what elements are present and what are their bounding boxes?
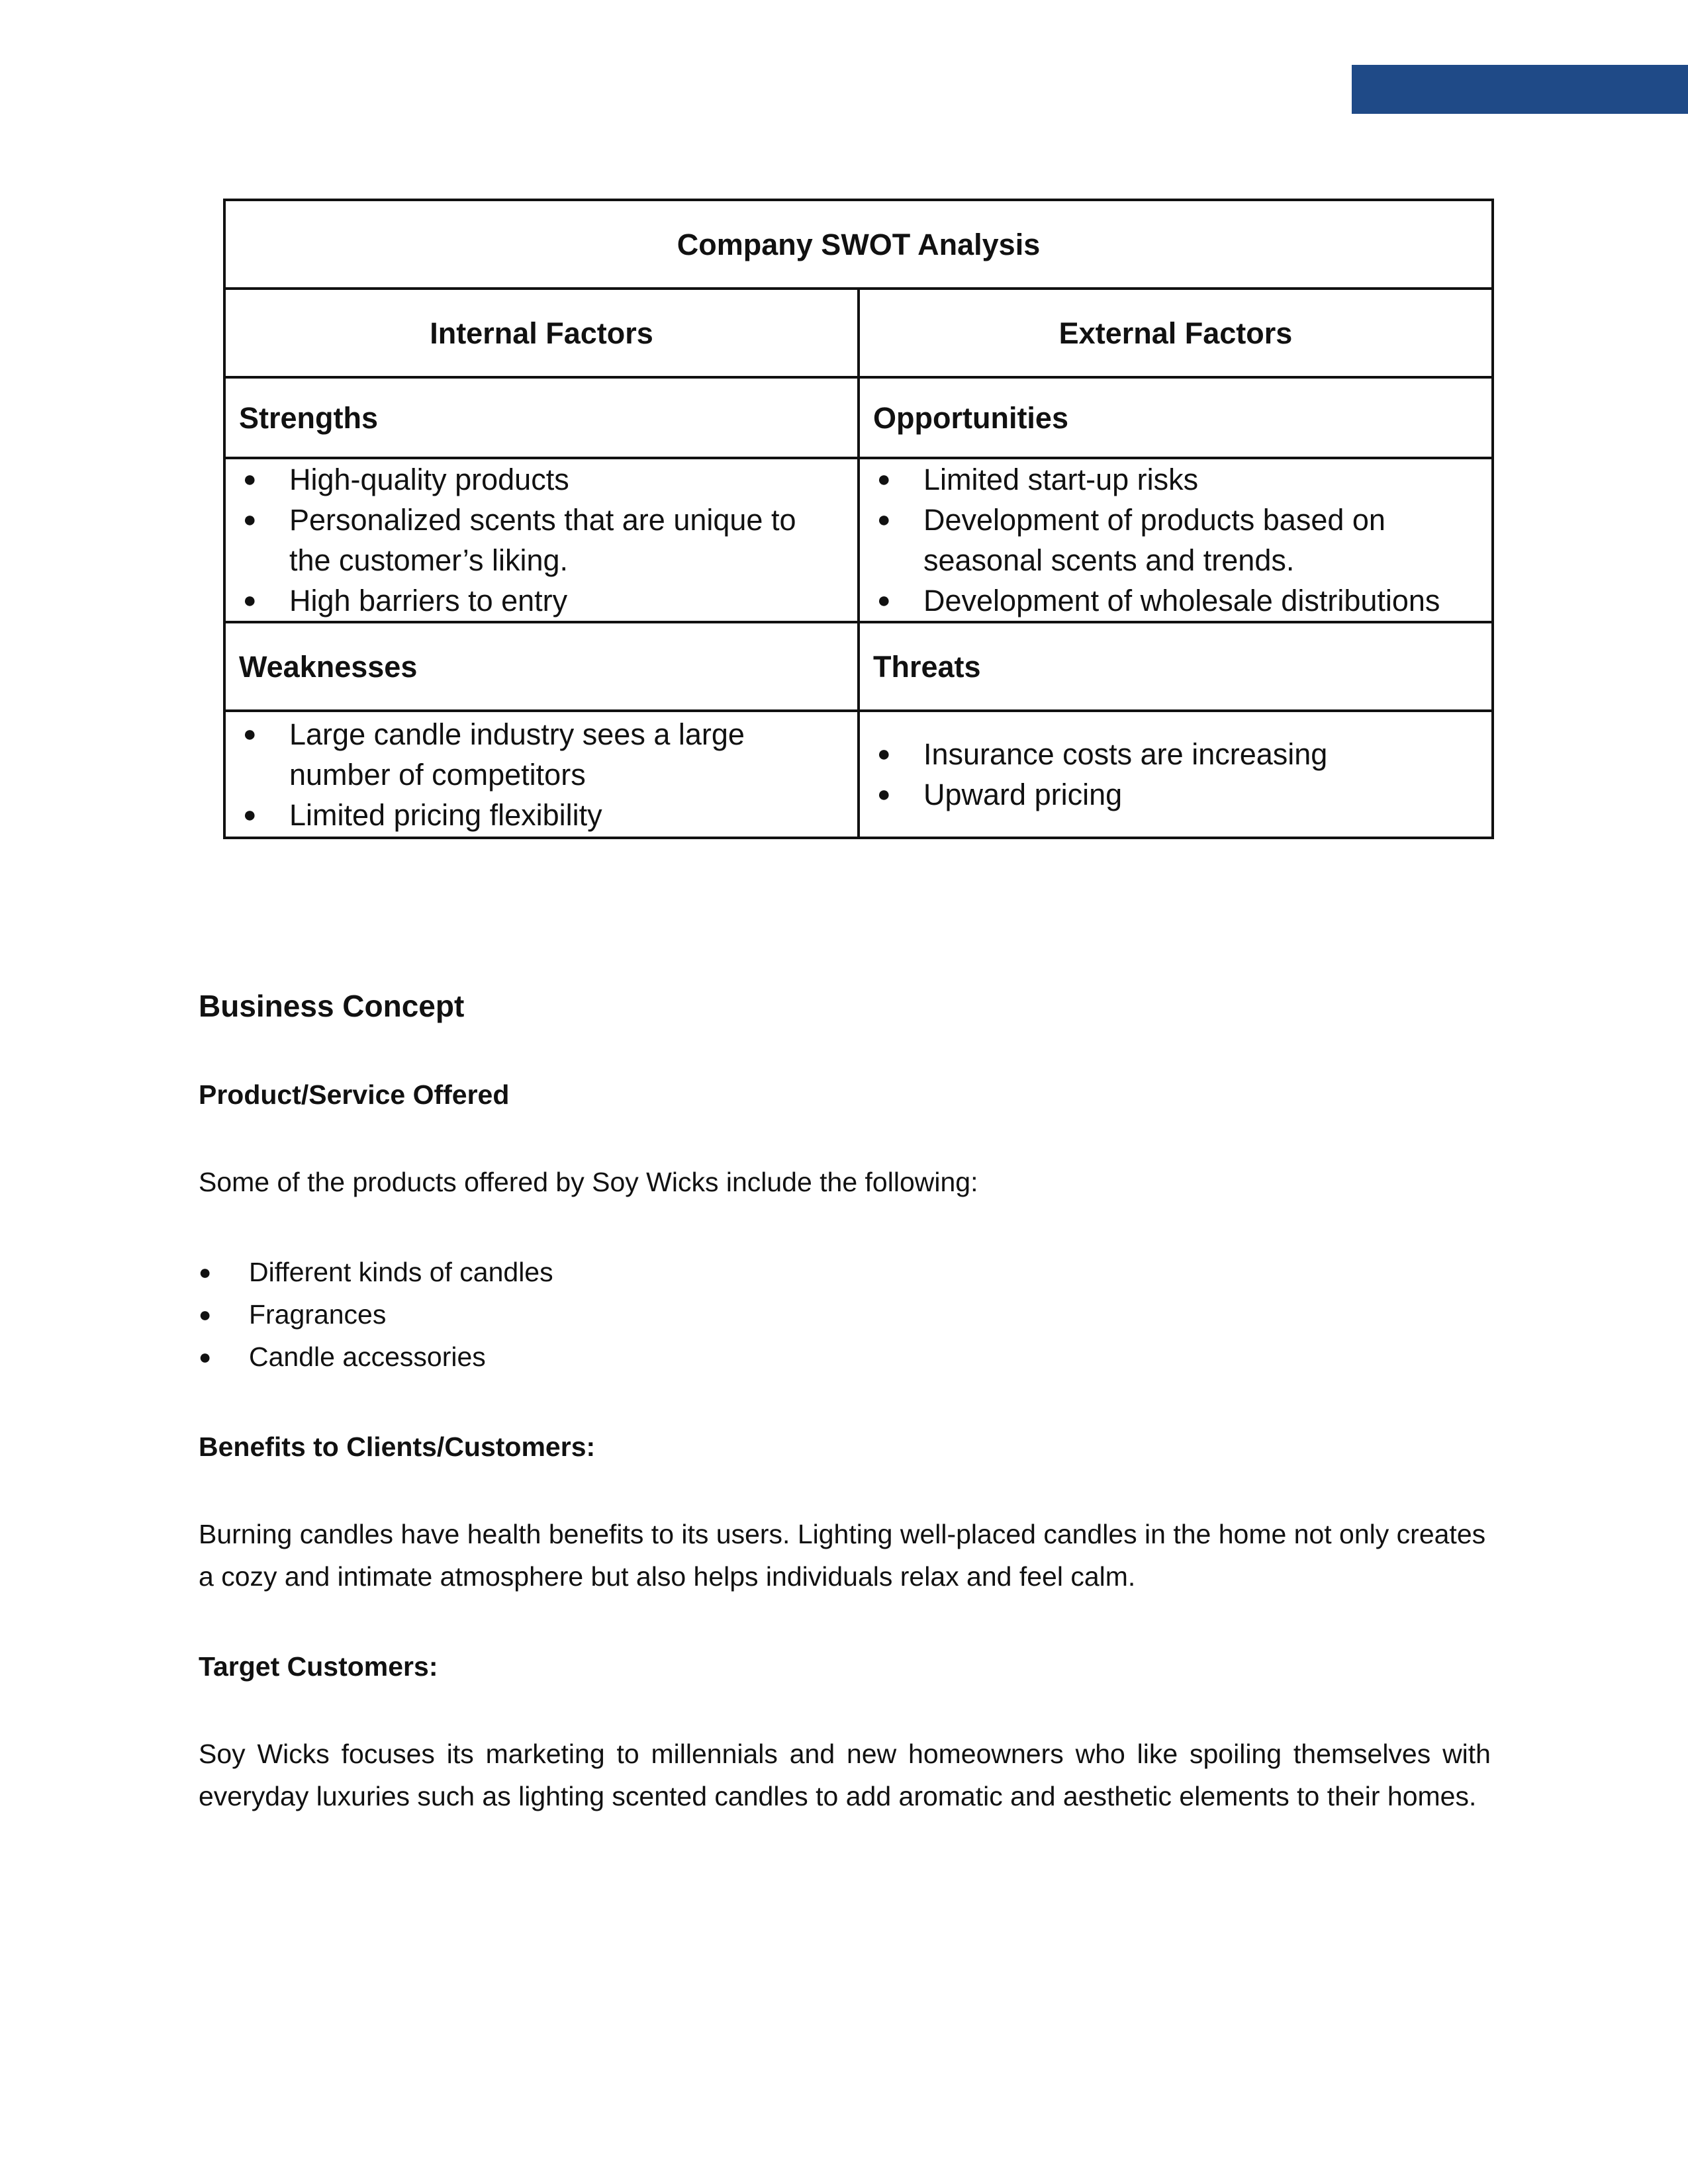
swot-table xyxy=(223,199,1494,839)
opportunities-cell xyxy=(859,458,1493,622)
strengths-label: Strengths xyxy=(224,377,859,458)
list-item: ● Fragrances xyxy=(199,1293,1491,1336)
product-intro: Some of the products offered by Soy Wicks include the following: xyxy=(199,1167,978,1197)
header-accent-bar xyxy=(1352,65,1688,114)
list-item: ● Upward pricing xyxy=(873,774,1478,815)
opportunities-list xyxy=(873,459,1478,621)
list-item: ● High-quality products xyxy=(239,459,844,500)
list-item: ● Large candle industry sees a large number of competitors xyxy=(239,714,844,795)
list-item: ● Limited start-up risks xyxy=(873,459,1478,500)
list-item: ● Limited pricing flexibility xyxy=(239,795,844,835)
external-factors-header: External Factors xyxy=(859,289,1493,377)
list-item: ● High barriers to entry xyxy=(239,580,844,621)
threats-list xyxy=(873,734,1478,815)
product-heading: Product/Service Offered xyxy=(199,1079,510,1110)
target-text: Soy Wicks focuses its marketing to millennials and new homeowners who like spoiling themselves with everyday luxuries such as lighting scented candles to add aromatic and aesthetic elements to their homes. xyxy=(199,1739,1491,1811)
list-item: ● Different kinds of candles xyxy=(199,1251,1491,1293)
list-item: ● Development of wholesale distributions xyxy=(873,580,1478,621)
products-list xyxy=(199,1251,1491,1378)
swot-title: Company SWOT Analysis xyxy=(224,200,1493,289)
weaknesses-cell xyxy=(224,711,859,838)
list-item: ● Candle accessories xyxy=(199,1336,1491,1378)
strengths-cell xyxy=(224,458,859,622)
list-item: ● Insurance costs are increasing xyxy=(873,734,1478,774)
benefits-heading: Benefits to Clients/Customers: xyxy=(199,1432,596,1462)
weaknesses-label: Weaknesses xyxy=(224,622,859,711)
weaknesses-list xyxy=(239,714,844,835)
benefits-text: Burning candles have health benefits to its users. Lighting well-placed candles in the home not only creates a cozy and intimate atmosphere but also helps individuals relax and feel calm. xyxy=(199,1519,1486,1592)
threats-cell xyxy=(859,711,1493,838)
threats-label: Threats xyxy=(859,622,1493,711)
strengths-list xyxy=(239,459,844,621)
internal-factors-header: Internal Factors xyxy=(224,289,859,377)
target-heading: Target Customers: xyxy=(199,1651,438,1682)
business-concept-heading: Business Concept xyxy=(199,989,465,1023)
opportunities-label: Opportunities xyxy=(859,377,1493,458)
list-item: ● Development of products based on seasonal scents and trends. xyxy=(873,500,1478,580)
list-item: ● Personalized scents that are unique to the customer’s liking. xyxy=(239,500,844,580)
business-concept-section xyxy=(199,986,1491,1817)
